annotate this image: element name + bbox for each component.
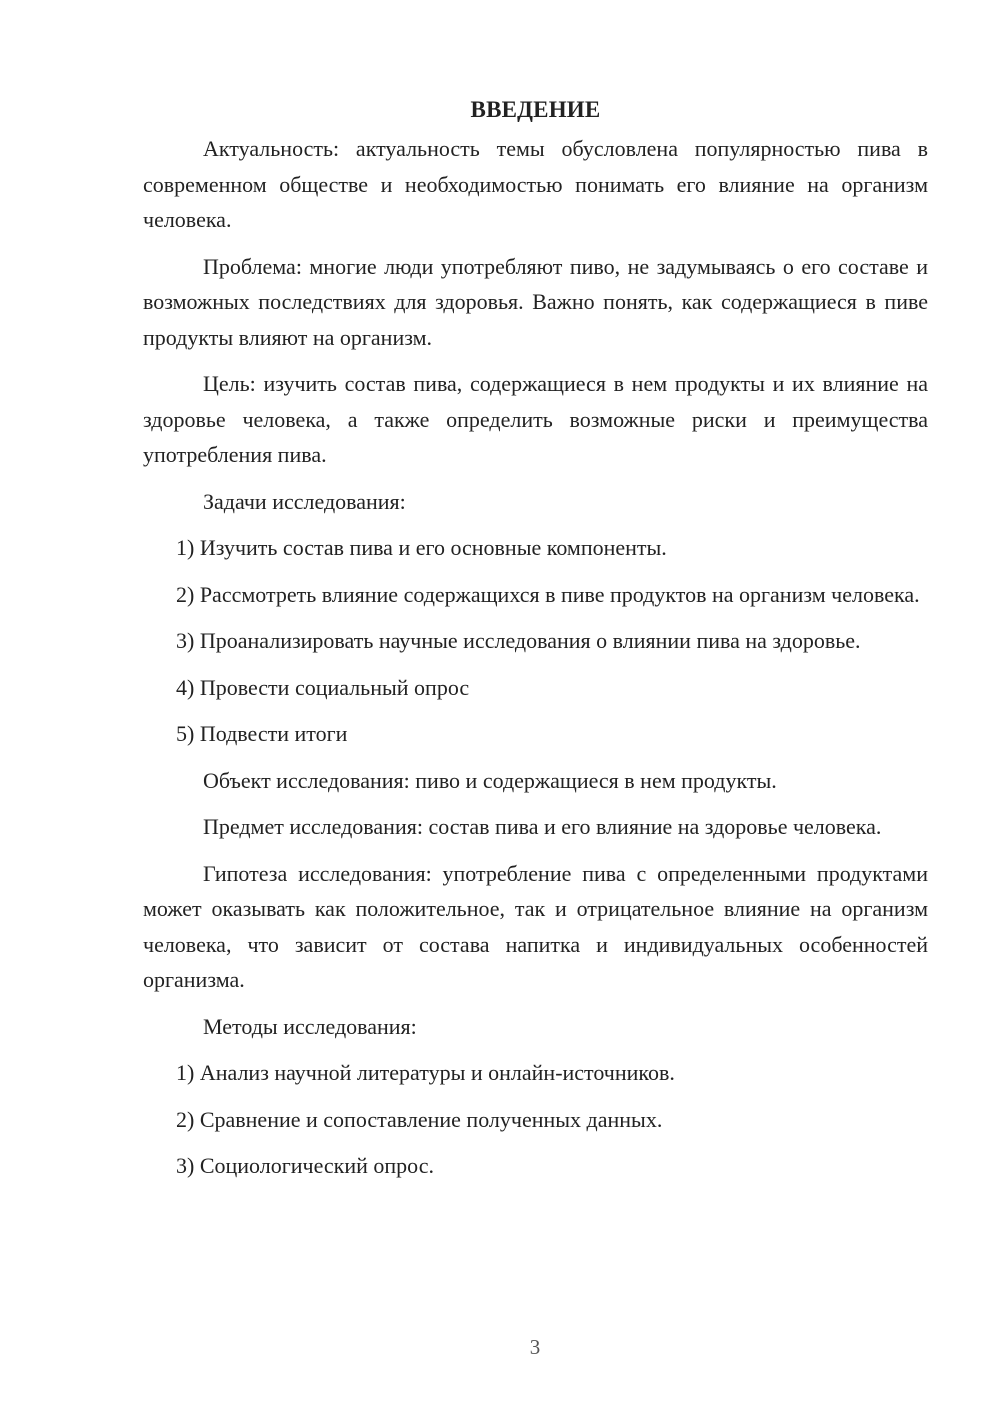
object-paragraph: Объект исследования: пиво и содержащиеся в нем продукты. [203,767,777,793]
method-item: 1) Анализ научной литературы и онлайн-источников. [176,1060,675,1085]
tasks-heading: Задачи исследования: [203,488,406,514]
task-item: 2) Рассмотреть влияние содержащихся в пиве продуктов на организм человека. [176,581,920,607]
page-content [143,92,928,1195]
task-item: 1) Изучить состав пива и его основные компоненты. [176,535,667,560]
task-item: 3) Проанализировать научные исследования о влиянии пива на здоровье. [176,628,861,653]
method-item: 2) Сравнение и сопоставление полученных данных. [176,1106,663,1132]
task-item: 5) Подвести итоги [176,721,348,746]
methods-heading: Методы исследования: [203,1013,417,1039]
goal-paragraph: Цель: изучить состав пива, содержащиеся в нем продукты и их влияние на здоровье человека, а также определить возможные риски и преимущества употребления пива. [143,371,928,467]
relevance-paragraph: Актуальность: актуальность темы обусловлена популярностью пива в современном обществе и необходимостью понимать его влияние на организм человека. [143,136,928,232]
page-number: 3 [529,1335,541,1359]
hypothesis-paragraph: Гипотеза исследования: употребление пива с определенными продуктами может оказывать как положительное, так и отрицательное влияние на организм человека, что зависит от состава напитка и индивидуальных особенностей организма. [143,860,928,992]
task-item: 4) Провести социальный опрос [176,674,470,700]
problem-paragraph: Проблема: многие люди употребляют пиво, не задумываясь о его составе и возможных последствиях для здоровья. Важно понять, как содержащиеся в пиве продукты влияют на организм. [143,253,928,350]
subject-paragraph: Предмет исследования: состав пива и его влияние на здоровье человека. [203,814,882,839]
method-item: 3) Социологический опрос. [176,1153,434,1178]
page-title: ВВЕДЕНИЕ [470,97,601,122]
